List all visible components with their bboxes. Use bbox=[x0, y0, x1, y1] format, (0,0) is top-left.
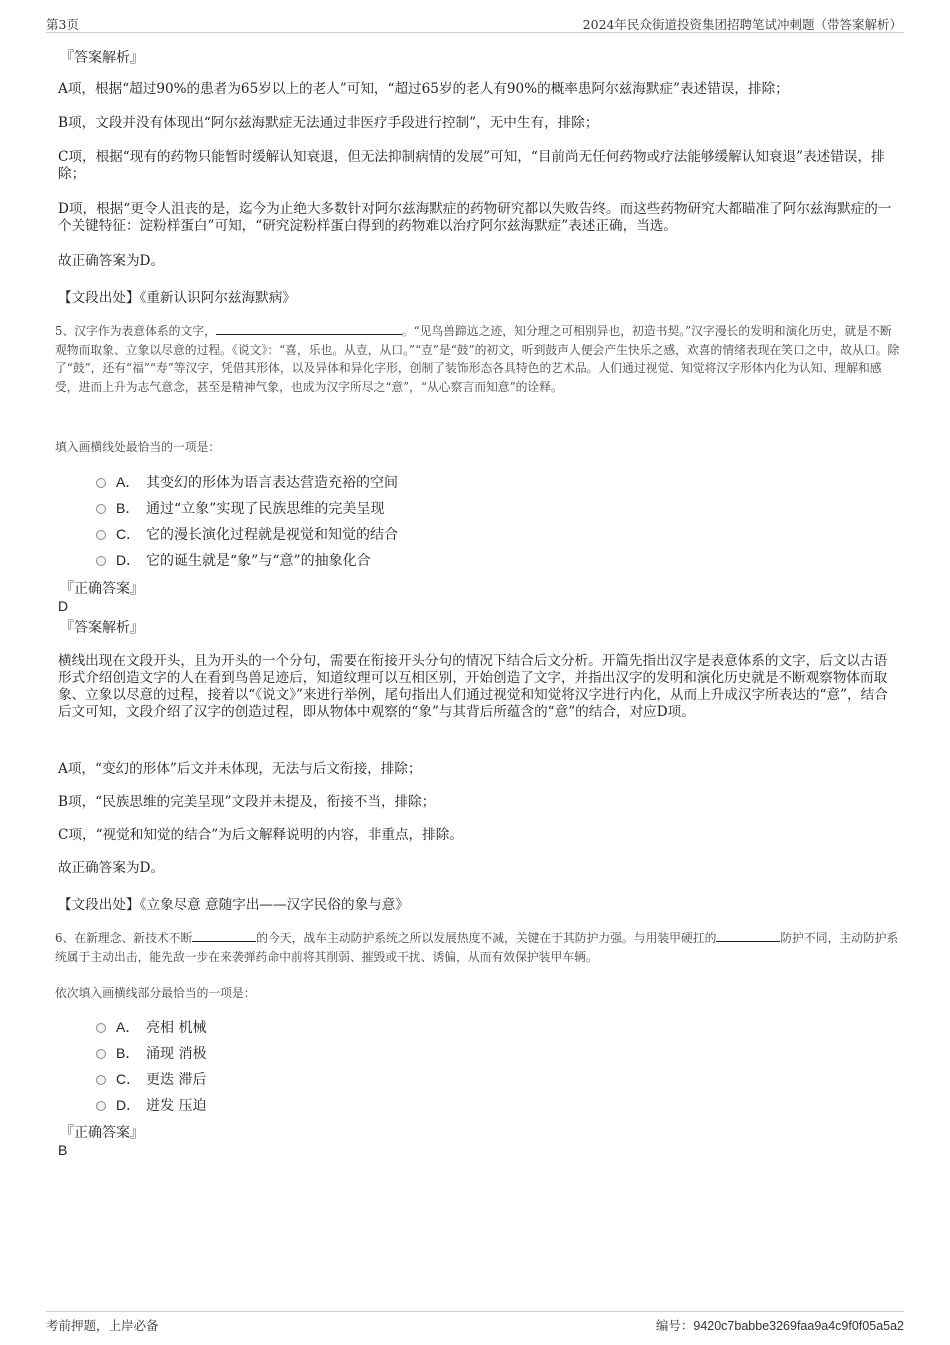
q4-source: 【文段出处】《重新认识阿尔兹海默病》 bbox=[58, 290, 296, 306]
q4-analysis-label: 『答案解析』 bbox=[60, 50, 144, 66]
q6-stem-part-3: 防护不同，主动防护系统属于主动出击，能先敌一步在来袭弹药命中前将其削弱、摧毁或干扰、诱偏，从而有效保护装甲车辆。 bbox=[55, 931, 899, 964]
q6-stem bbox=[55, 929, 903, 966]
radio-icon bbox=[96, 1049, 106, 1059]
q5-option-b[interactable]: B． 通过“立象”实现了民族思维的完美呈现 bbox=[96, 499, 384, 518]
q6-blank-1 bbox=[192, 929, 256, 942]
q5-analysis-label: 『答案解析』 bbox=[60, 620, 144, 636]
q5-analysis-b: B项，“民族思维的完美呈现”文段并未提及，衔接不当，排除； bbox=[58, 794, 436, 810]
radio-icon bbox=[96, 530, 106, 540]
q6-answer: B bbox=[58, 1142, 68, 1158]
q6-option-b[interactable]: B． 涌现 消极 bbox=[96, 1044, 206, 1063]
page-header bbox=[46, 14, 904, 33]
q5-blank bbox=[216, 322, 402, 335]
q5-conclusion: 故正确答案为D。 bbox=[58, 860, 165, 876]
radio-icon bbox=[96, 1023, 106, 1033]
q4-analysis-c: C项，根据“现有的药物只能暂时缓解认知衰退，但无法抑制病情的发展”可知，“目前尚无任何药物或疗法能够缓解认知衰退”表述错误，排除； bbox=[58, 149, 885, 182]
radio-icon bbox=[96, 556, 106, 566]
q5-option-c[interactable]: C． 它的漫长演化过程就是视觉和知觉的结合 bbox=[96, 525, 398, 544]
page-footer bbox=[46, 1311, 904, 1336]
q5-analysis-main: 横线出现在文段开头，且为开头的一个分句，需要在衔接开头分句的情况下结合后文分析。开篇先指出汉字是表意体系的文字，后文以古语形式介绍创造文字的人在看到鸟兽足迹后，知道纹理可以互相区别，开始创造了文字，并指出汉字的发明和演化历史就是不断观察物体而取象、立象以尽意的过程，接着以“《说文》”来进行举例，尾句指出人们通过视觉和知觉将汉字进行内化，从而上升成汉字所表达的“意”，结合后文可知，文段介绍了汉字的创造过程，即从物体中观察的“象”与其背后所蕴含的“意”的结合，对应D项。 bbox=[58, 653, 888, 720]
q5-answer: D bbox=[58, 598, 69, 614]
radio-icon bbox=[96, 504, 106, 514]
q5-stem bbox=[55, 322, 903, 396]
q4-analysis-a: A项，根据“超过90%的患者为65岁以上的老人”可知，“超过65岁的老人有90%的概率患阿尔兹海默症”表述错误，排除； bbox=[58, 81, 789, 97]
document-title: 2024年民众街道投资集团招聘笔试冲刺题（带答案解析） bbox=[582, 17, 902, 32]
q4-conclusion: 故正确答案为D。 bbox=[58, 253, 165, 269]
q6-prompt: 依次填入画横线部分最恰当的一项是： bbox=[55, 986, 256, 1000]
q5-option-a[interactable]: A． 其变幻的形体为语言表达营造充裕的空间 bbox=[96, 473, 398, 492]
q5-option-d[interactable]: D． 它的诞生就是“象”与“意”的抽象化合 bbox=[96, 551, 371, 570]
q6-blank-2 bbox=[716, 929, 780, 942]
q5-source: 【文段出处】《立象尽意 意随字出——汉字民俗的象与意》 bbox=[58, 897, 409, 913]
footer-slogan: 考前押题，上岸必备 bbox=[46, 1318, 159, 1333]
q5-answer-label: 『正确答案』 bbox=[60, 581, 144, 597]
q4-analysis-d: D项，根据“更令人沮丧的是，迄今为止绝大多数针对阿尔兹海默症的药物研究都以失败告终。而这些药物研究大都瞄准了阿尔兹海默症的一个关键特征：淀粉样蛋白”可知，“研究淀粉样蛋白得到的药物难以治疗阿尔兹海默症”表述正确，当选。 bbox=[58, 201, 892, 234]
q4-analysis-b: B项，文段并没有体现出“阿尔兹海默症无法通过非医疗手段进行控制”，无中生有，排除； bbox=[58, 115, 599, 131]
radio-icon bbox=[96, 1075, 106, 1085]
q6-stem-part-1: 6、在新理念、新技术不断 bbox=[55, 931, 193, 945]
q5-stem-prefix: 5、汉字作为表意体系的文字， bbox=[55, 324, 216, 338]
q5-prompt: 填入画横线处最恰当的一项是： bbox=[55, 440, 221, 454]
document-id: 编号：9420c7babbe3269faa9a4c9f0f05a5a2 bbox=[655, 1319, 904, 1333]
radio-icon bbox=[96, 1101, 106, 1111]
q5-stem-rest: 。“见鸟兽蹄迒之迹，知分理之可相别异也，初造书契。”汉字漫长的发明和演化历史，就是不断观物而取象、立象以尽意的过程。《说文》：“喜，乐也。从壴，从口。”“壴”是“鼓”的初文，听到鼓声人便会产生快乐之感，欢喜的情绪表现在笑口之中，故从口。除了“鼓”，还有“福”“寿”等汉字，凭借其形体，以及异体和异化字形，创制了装饰形态各具特色的艺术品。人们通过视觉、知觉将汉字形体内化为认知、理解和感受，进而上升为志气意念，甚至是精神气象，也成为汉字所尽之“意”，“从心察言而知意”的诠释。 bbox=[55, 324, 900, 394]
q6-option-d[interactable]: D． 迸发 压迫 bbox=[96, 1096, 206, 1115]
radio-icon bbox=[96, 478, 106, 488]
q6-stem-part-2: 的今天，战车主动防护系统之所以发展热度不减，关键在于其防护力强。与用装甲硬扛的 bbox=[256, 931, 717, 945]
page-number: 第3页 bbox=[46, 17, 79, 32]
q5-analysis-a: A项，“变幻的形体”后文并未体现，无法与后文衔接，排除； bbox=[58, 761, 422, 777]
q5-analysis-c: C项，“视觉和知觉的结合”为后文解释说明的内容，非重点，排除。 bbox=[58, 827, 463, 843]
q6-option-a[interactable]: A． 亮相 机械 bbox=[96, 1018, 206, 1037]
q6-answer-label: 『正确答案』 bbox=[60, 1125, 144, 1141]
q6-option-c[interactable]: C． 更迭 滞后 bbox=[96, 1070, 206, 1089]
